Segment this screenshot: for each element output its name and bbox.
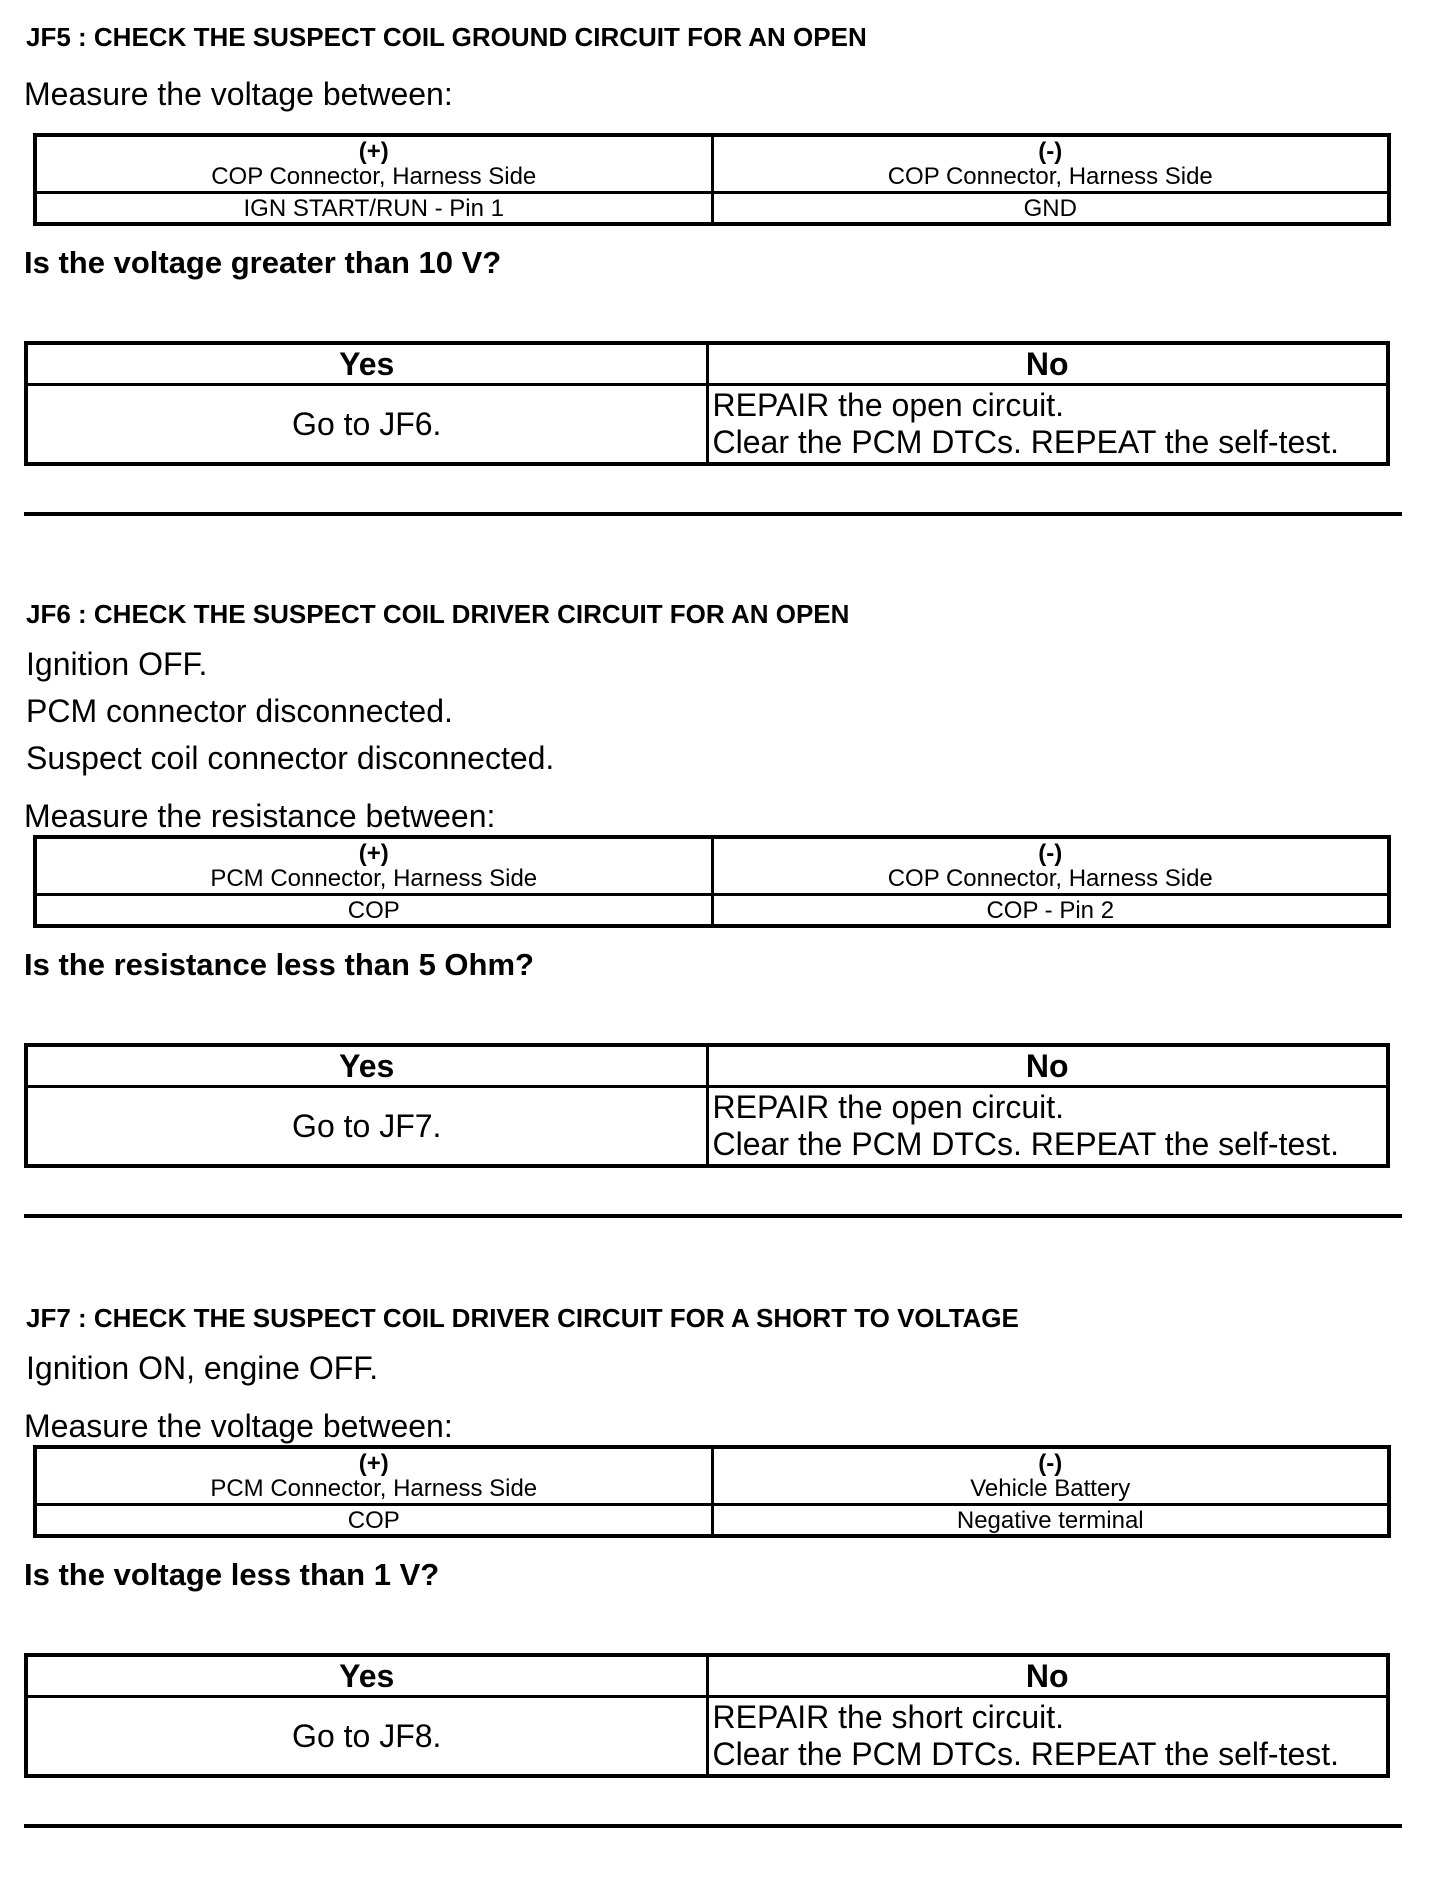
minus-value: COP - Pin 2	[712, 895, 1389, 927]
yes-action: Go to JF7.	[26, 1087, 707, 1167]
plus-value: COP	[35, 1505, 712, 1537]
yes-header: Yes	[26, 1655, 707, 1697]
result-table	[24, 1043, 1390, 1168]
minus-sign: (-)	[1038, 1450, 1063, 1477]
no-action-line-2: Clear the PCM DTCs. REPEAT the self-test.	[712, 1126, 1340, 1162]
plus-header: COP Connector, Harness Side	[211, 163, 537, 190]
no-action-line-1: REPAIR the short circuit.	[712, 1699, 1065, 1735]
yes-header: Yes	[26, 343, 707, 385]
step-text: Suspect coil connector disconnected.	[26, 740, 555, 776]
plus-header-cell	[35, 135, 712, 193]
plus-header: PCM Connector, Harness Side	[210, 865, 538, 892]
minus-header-cell	[712, 135, 1389, 193]
step-text: Ignition OFF.	[26, 646, 208, 682]
minus-header-cell	[712, 837, 1389, 895]
plus-value: COP	[35, 895, 712, 927]
minus-header-cell	[712, 1447, 1389, 1505]
result-table	[24, 1653, 1390, 1778]
plus-header-cell	[35, 1447, 712, 1505]
measure-instruction: Measure the resistance between:	[24, 798, 496, 834]
measure-instruction: Measure the voltage between:	[24, 1408, 453, 1444]
measurement-table	[33, 1445, 1391, 1538]
section-jf5	[0, 0, 1440, 610]
section-jf6	[0, 577, 1440, 1187]
yes-header: Yes	[26, 1045, 707, 1087]
plus-header-cell	[35, 837, 712, 895]
no-action-line-1: REPAIR the open circuit.	[712, 387, 1065, 423]
section-heading: JF5 : CHECK THE SUSPECT COIL GROUND CIRCUIT FOR AN OPEN	[26, 22, 867, 52]
no-header: No	[707, 1045, 1388, 1087]
section-divider	[24, 512, 1402, 516]
minus-header: COP Connector, Harness Side	[887, 865, 1213, 892]
yes-action: Go to JF8.	[26, 1697, 707, 1777]
no-action-line-2: Clear the PCM DTCs. REPEAT the self-test.	[712, 424, 1340, 460]
minus-header: COP Connector, Harness Side	[887, 163, 1213, 190]
step-text: PCM connector disconnected.	[26, 693, 453, 729]
step-text: Ignition ON, engine OFF.	[26, 1350, 379, 1386]
minus-value: GND	[712, 193, 1389, 225]
section-divider	[24, 1214, 1402, 1218]
result-table	[24, 341, 1390, 466]
no-header: No	[707, 343, 1388, 385]
no-action	[707, 385, 1388, 465]
test-question: Is the voltage greater than 10 V?	[24, 245, 502, 280]
no-action-line-2: Clear the PCM DTCs. REPEAT the self-test.	[712, 1736, 1340, 1772]
no-header: No	[707, 1655, 1388, 1697]
measure-instruction: Measure the voltage between:	[24, 76, 453, 112]
measurement-table	[33, 133, 1391, 226]
test-question: Is the voltage less than 1 V?	[24, 1557, 440, 1592]
no-action	[707, 1087, 1388, 1167]
minus-sign: (-)	[1038, 840, 1063, 867]
section-heading: JF6 : CHECK THE SUSPECT COIL DRIVER CIRCUIT FOR AN OPEN	[26, 599, 850, 629]
no-action-line-1: REPAIR the open circuit.	[712, 1089, 1065, 1125]
section-jf7	[0, 1281, 1440, 1891]
section-heading: JF7 : CHECK THE SUSPECT COIL DRIVER CIRCUIT FOR A SHORT TO VOLTAGE	[26, 1303, 1019, 1333]
minus-header: Vehicle Battery	[970, 1475, 1131, 1502]
measurement-table	[33, 835, 1391, 928]
plus-header: PCM Connector, Harness Side	[210, 1475, 538, 1502]
no-action	[707, 1697, 1388, 1777]
minus-sign: (-)	[1038, 138, 1063, 165]
minus-value: Negative terminal	[712, 1505, 1389, 1537]
plus-value: IGN START/RUN - Pin 1	[35, 193, 712, 225]
test-question: Is the resistance less than 5 Ohm?	[24, 947, 534, 982]
plus-sign: (+)	[358, 1450, 389, 1477]
plus-sign: (+)	[358, 840, 389, 867]
section-divider	[24, 1824, 1402, 1828]
plus-sign: (+)	[358, 138, 389, 165]
yes-action: Go to JF6.	[26, 385, 707, 465]
